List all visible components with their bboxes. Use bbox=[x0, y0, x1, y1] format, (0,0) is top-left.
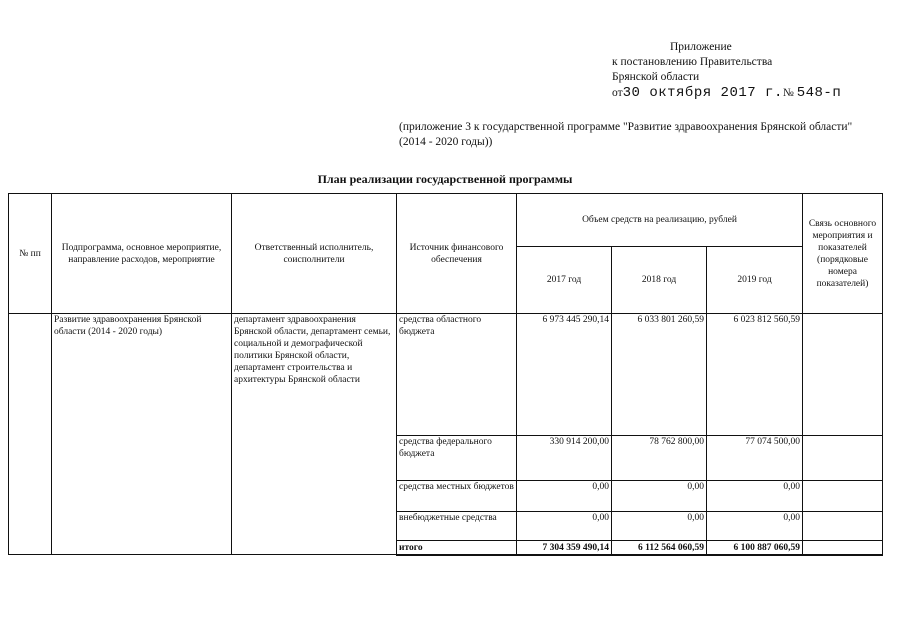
source-cell: средства федерального бюджета bbox=[397, 436, 517, 481]
header-executor: Ответственный исполнитель, соисполнители bbox=[232, 194, 397, 314]
header-subprogram: Подпрограмма, основное мероприятие, направление расходов, мероприятие bbox=[52, 194, 232, 314]
header-source: Источник финансового обеспечения bbox=[397, 194, 517, 314]
total-2017: 7 304 359 490,14 bbox=[517, 541, 612, 555]
value-2019: 0,00 bbox=[707, 512, 803, 541]
header-year-2019: 2019 год bbox=[707, 247, 803, 314]
value-2018: 78 762 800,00 bbox=[612, 436, 707, 481]
link-cell bbox=[803, 481, 883, 512]
date-handwritten: 30 октября 2017 г. bbox=[622, 85, 783, 101]
value-2018: 0,00 bbox=[612, 481, 707, 512]
source-cell: средства местных бюджетов bbox=[397, 481, 517, 512]
value-2018: 0,00 bbox=[612, 512, 707, 541]
link-cell bbox=[803, 314, 883, 436]
date-prefix: от bbox=[612, 87, 623, 99]
header-link: Связь основного мероприятия и показателей (порядковые номера показателей) bbox=[803, 194, 883, 314]
header-row-1 bbox=[9, 194, 883, 247]
header-volume: Объем средств на реализацию, рублей bbox=[517, 194, 803, 247]
value-2018: 6 033 801 260,59 bbox=[612, 314, 707, 436]
value-2017: 0,00 bbox=[517, 512, 612, 541]
appendix-line-1: к постановлению Правительства bbox=[612, 56, 773, 68]
total-label: итого bbox=[397, 541, 517, 555]
total-2019: 6 100 887 060,59 bbox=[707, 541, 803, 555]
number-prefix: № bbox=[782, 87, 794, 99]
appendix-line-2: Брянской области bbox=[612, 71, 700, 83]
plan-table bbox=[8, 193, 883, 556]
value-2019: 77 074 500,00 bbox=[707, 436, 803, 481]
row-num-cell bbox=[9, 314, 52, 555]
header-year-2018: 2018 год bbox=[612, 247, 707, 314]
source-cell: внебюджетные средства bbox=[397, 512, 517, 541]
appendix-dateline bbox=[612, 86, 841, 101]
appendix-header bbox=[612, 40, 841, 101]
link-cell bbox=[803, 512, 883, 541]
plan-title: План реализации государственной программы bbox=[317, 172, 573, 186]
value-2017: 0,00 bbox=[517, 481, 612, 512]
number-handwritten: 548-п bbox=[796, 85, 842, 101]
value-2019: 0,00 bbox=[707, 481, 803, 512]
value-2017: 6 973 445 290,14 bbox=[517, 314, 612, 436]
value-2017: 330 914 200,00 bbox=[517, 436, 612, 481]
table-row bbox=[9, 314, 883, 436]
source-cell: средства областного бюджета bbox=[397, 314, 517, 436]
program-name: Развитие здравоохранения Брянской области (2014 - 2020 годы) bbox=[52, 314, 232, 555]
executors-cell: департамент здравоохранения Брянской области, департамент семьи, социальной и демографической политики Брянской области, департамент строительства и архитектуры Брянской области bbox=[232, 314, 397, 555]
value-2019: 6 023 812 560,59 bbox=[707, 314, 803, 436]
header-year-2017: 2017 год bbox=[517, 247, 612, 314]
link-cell bbox=[803, 541, 883, 555]
program-note: (приложение 3 к государственной программе "Развитие здравоохранения Брянской области" (2014 - 2020 годы)) bbox=[399, 121, 853, 148]
link-cell bbox=[803, 436, 883, 481]
appendix-title: Приложение bbox=[670, 41, 732, 53]
header-num: № пп bbox=[9, 194, 52, 314]
total-2018: 6 112 564 060,59 bbox=[612, 541, 707, 555]
